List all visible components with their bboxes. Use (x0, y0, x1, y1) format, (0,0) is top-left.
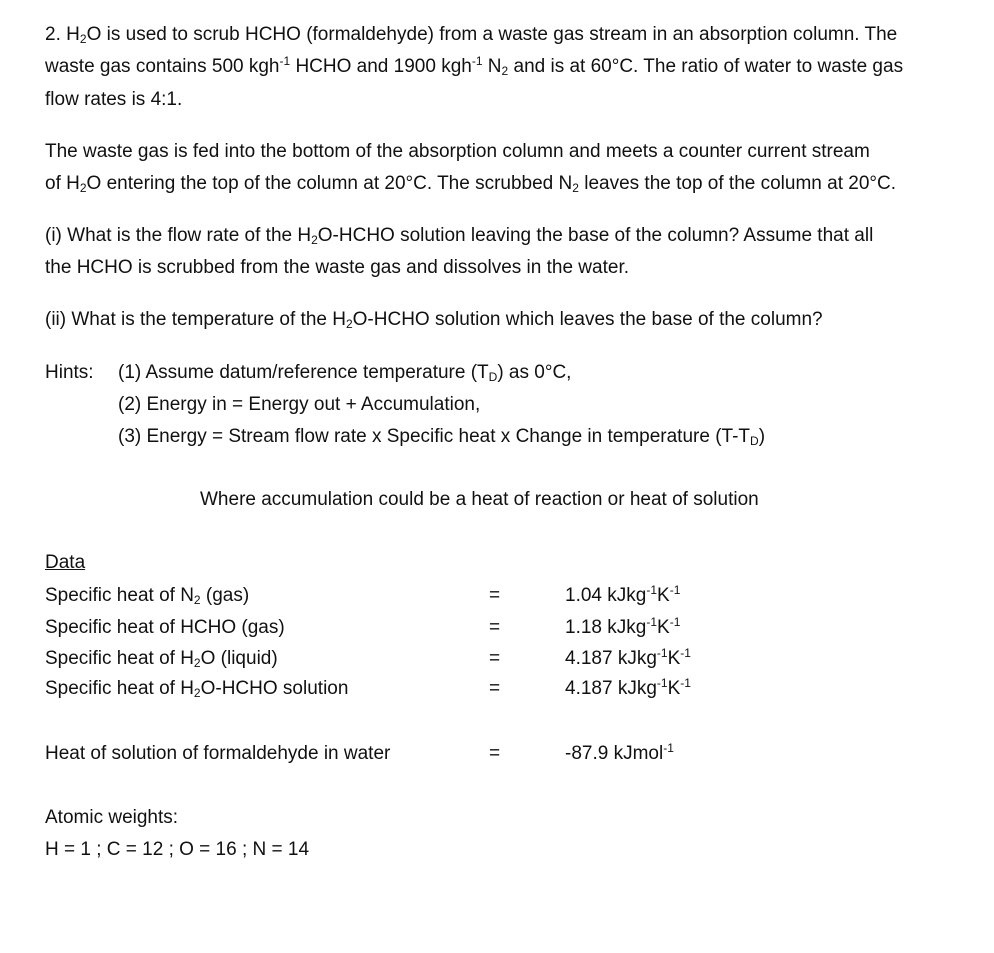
atomic-weights-heading: Atomic weights: (45, 807, 179, 828)
data-row-h2o: Specific heat of $H_2O$ (liquid) (45, 648, 278, 670)
data-value-hcho: 1.18 $kJkg^{-1}K^{-1}$ (565, 615, 681, 638)
question-line-2: waste gas contains 500 kgh$^{-1}$ HCHO and 1900 kgh$^{-1}$ $N_2$ and is at 60°C. The ratio of water to waste gas (45, 54, 904, 78)
atomic-weights-values: H = 1 ; C = 12 ; O = 16 ; N = 14 (45, 839, 310, 860)
question-line-1: 2. $H_2O$ is used to scrub HCHO (formaldehyde) from a waste gas stream in an absorption column. The (45, 24, 898, 46)
question-line-3: flow rates is 4:1. (45, 89, 183, 110)
heat-of-solution-label: Heat of solution of formaldehyde in water (45, 743, 391, 764)
part-ii-line: (ii) What is the temperature of the $H_2O$-HCHO solution which leaves the base of the column? (45, 309, 823, 331)
hint-1: (1) Assume datum/reference temperature $(T_D)$ as 0°C, (118, 362, 572, 384)
hint-2: (2) Energy in = Energy out + Accumulation, (118, 394, 481, 415)
part-i-line-1: (i) What is the flow rate of the $H_2O$-HCHO solution leaving the base of the column? Assume that all (45, 225, 874, 247)
equals-sign: = (489, 743, 501, 764)
hints-note: Where accumulation could be a heat of reaction or heat of solution (200, 489, 759, 510)
data-value-h2o: 4.187 $kJkg^{-1}K^{-1}$ (565, 646, 691, 669)
data-value-solution: 4.187 $kJkg^{-1}K^{-1}$ (565, 676, 691, 699)
heat-of-solution-value: -87.9 kJmol$^{-1}$ (565, 741, 674, 764)
para2-line-2: of $H_2O$ entering the top of the column at 20°C. The scrubbed $N_2$ leaves the top of the column at 20°C. (45, 173, 896, 195)
data-value-n2: 1.04 $kJkg^{-1}K^{-1}$ (565, 583, 681, 606)
equals-sign: = (489, 648, 501, 669)
data-row-n2: Specific heat of $N_2$ (gas) (45, 585, 250, 607)
para2-line-1: The waste gas is fed into the bottom of the absorption column and meets a counter current stream (45, 141, 870, 162)
equals-sign: = (489, 617, 501, 638)
data-row-hcho: Specific heat of HCHO (gas) (45, 617, 285, 638)
data-heading: Data (45, 552, 86, 573)
equals-sign: = (489, 678, 501, 699)
hints-label: Hints: (45, 362, 94, 383)
data-row-solution: Specific heat of $H_2O$-HCHO solution (45, 678, 349, 700)
part-i-line-2: the HCHO is scrubbed from the waste gas and dissolves in the water. (45, 257, 629, 278)
equals-sign: = (489, 585, 501, 606)
hint-3: (3) Energy = Stream flow rate x Specific heat x Change in temperature $(T-T_D)$ (118, 426, 766, 448)
